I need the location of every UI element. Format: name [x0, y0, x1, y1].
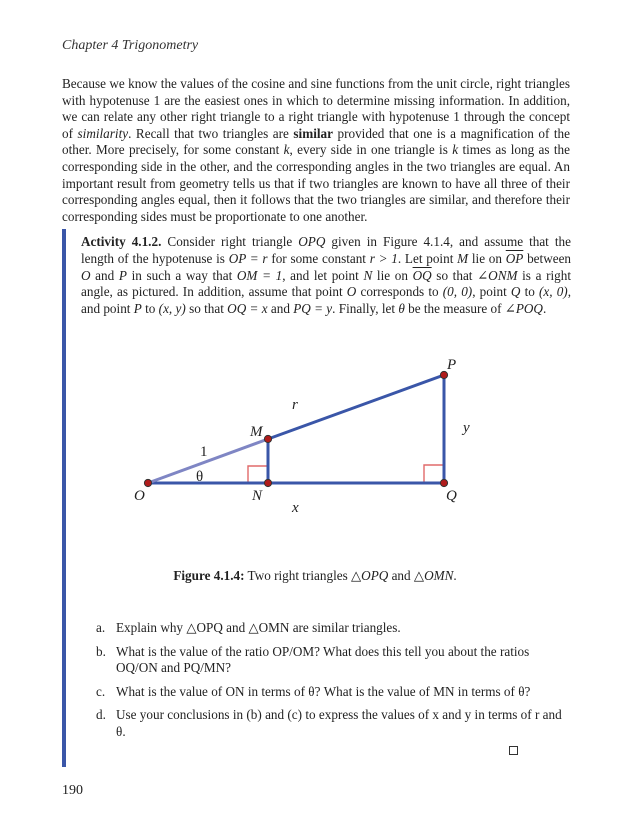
question-label: b. [96, 643, 106, 659]
math-k: k [283, 142, 290, 158]
math-segment-oq: $\overline{OQ}$ [412, 267, 432, 283]
question-list [96, 620, 572, 748]
chapter-header: Chapter 4 Trigonometry [62, 38, 199, 53]
caption-math: △OMN [413, 568, 454, 583]
activity-text: between [523, 250, 572, 266]
point-n [264, 479, 271, 486]
math-inline: Q [510, 284, 521, 300]
intro-text: . Recall that two triangles are [128, 125, 294, 141]
question-item [96, 620, 572, 637]
intro-text: times as long as the corresponding side in the other, and the corresponding angles in the two triangles are equal. An important result from geometry tells us that if two triangles are known to have all three of their corresponding angles equal, then it follows that the two triangles are similar, and therefore their corresponding sides must be proportionate to one another. [62, 142, 570, 224]
label-o: O [134, 488, 145, 504]
question-item [96, 684, 572, 701]
point-q [440, 479, 447, 486]
caption-math: △OPQ [351, 568, 389, 583]
question-label: d. [96, 707, 106, 723]
math-inline: OM = 1 [236, 267, 283, 283]
caption-text: and [388, 568, 414, 583]
math-segment-op: $\overline{OP}$ [505, 250, 524, 266]
caption-text: . [453, 568, 457, 583]
term-similarity: similarity [77, 125, 129, 141]
activity-text: Consider right triangle [161, 234, 299, 249]
math-inline: OPQ [298, 234, 326, 249]
activity-text: is a right angle, as pictured. In addition, assume that point [81, 267, 571, 300]
activity-text: . [542, 301, 547, 317]
activity-text: to [520, 284, 540, 300]
question-text: What is the value of the ratio OP/OM? What does this tell you about the ratios OQ/ON and PQ/MN? [116, 643, 530, 676]
math-inline: M [457, 250, 469, 266]
segment-om [148, 439, 268, 483]
math-inline: OP = r [228, 250, 268, 266]
activity-text: in such a way that [126, 267, 237, 283]
label-theta: θ [196, 469, 204, 485]
math-inline: ∠ONM [477, 267, 518, 283]
label-p: P [447, 357, 457, 373]
label-n: N [252, 488, 263, 504]
activity-text: . Finally, let [332, 301, 399, 317]
activity-label: Activity 4.1.2. [81, 234, 162, 249]
activity-text: lie on [372, 267, 413, 283]
activity-text: . Let point [397, 250, 458, 266]
question-item [96, 644, 572, 677]
intro-text: provided that one is a magnification of the other. More precisely, for some constant [62, 125, 570, 158]
math-inline: (0, 0) [442, 284, 473, 300]
activity-text: , and point [81, 284, 571, 317]
activity-text: , point [472, 284, 511, 300]
point-o [144, 479, 151, 486]
math-inline: r > 1 [369, 250, 398, 266]
math-inline: θ [398, 301, 405, 317]
question-item [96, 707, 572, 740]
math-inline: ∠POQ [504, 301, 543, 317]
page-number: 190 [62, 783, 83, 798]
term-similar: similar [293, 125, 333, 141]
label-q: Q [446, 488, 457, 504]
math-inline: P [118, 267, 127, 283]
math-inline: O [346, 284, 357, 300]
math-inline: P [133, 301, 142, 317]
math-inline: N [363, 267, 373, 283]
math-inline: OQ = x [227, 301, 268, 317]
activity-text: corresponds to [356, 284, 443, 300]
activity-text: and [90, 267, 119, 283]
intro-text: , every side in one triangle is [289, 142, 453, 158]
question-text: Use your conclusions in (b) and (c) to express the values of x and y in terms of r and θ. [116, 707, 562, 739]
activity-text: to [141, 301, 159, 317]
activity-text: so that [185, 301, 228, 317]
label-r: r [292, 397, 298, 413]
end-of-activity-icon [509, 746, 518, 755]
label-m: M [250, 424, 263, 440]
question-text: Explain why △OPQ and △OMN are similar triangles. [116, 620, 401, 635]
label-one: 1 [200, 444, 208, 460]
math-inline: O [81, 267, 91, 283]
caption-text: Two right triangles [244, 568, 352, 583]
activity-text: given in Figure 4.1.4, and assume that the length of the hypotenuse is [81, 234, 571, 266]
activity-text: be the measure of [404, 301, 505, 317]
activity-text: , and let point [282, 267, 364, 283]
question-text: What is the value of ON in terms of θ? What is the value of MN in terms of θ? [116, 683, 531, 699]
label-x: x [292, 500, 299, 516]
activity-text: and [267, 301, 294, 317]
math-inline: PQ = y [293, 301, 333, 317]
activity-text: so that [431, 267, 478, 283]
math-inline: (x, 0) [539, 284, 568, 300]
caption-label: Figure 4.1.4: [173, 568, 245, 583]
label-y: y [463, 420, 470, 436]
question-label: a. [96, 620, 106, 635]
point-m [264, 435, 271, 442]
intro-text: Because we know the values of the cosine and sine functions from the unit circle, right triangles with hypotenuse 1 are the easiest ones in which to determine missing information. In addition, we can relate any other right triangle to a right triangle with hypotenuse 1 through the concept of [62, 76, 570, 141]
activity-text: lie on [468, 250, 506, 266]
question-label: c. [96, 683, 106, 699]
math-inline: (x, y) [158, 301, 186, 317]
math-k: k [452, 142, 459, 158]
activity-text: for some constant [267, 250, 370, 266]
figure-caption [0, 568, 630, 584]
